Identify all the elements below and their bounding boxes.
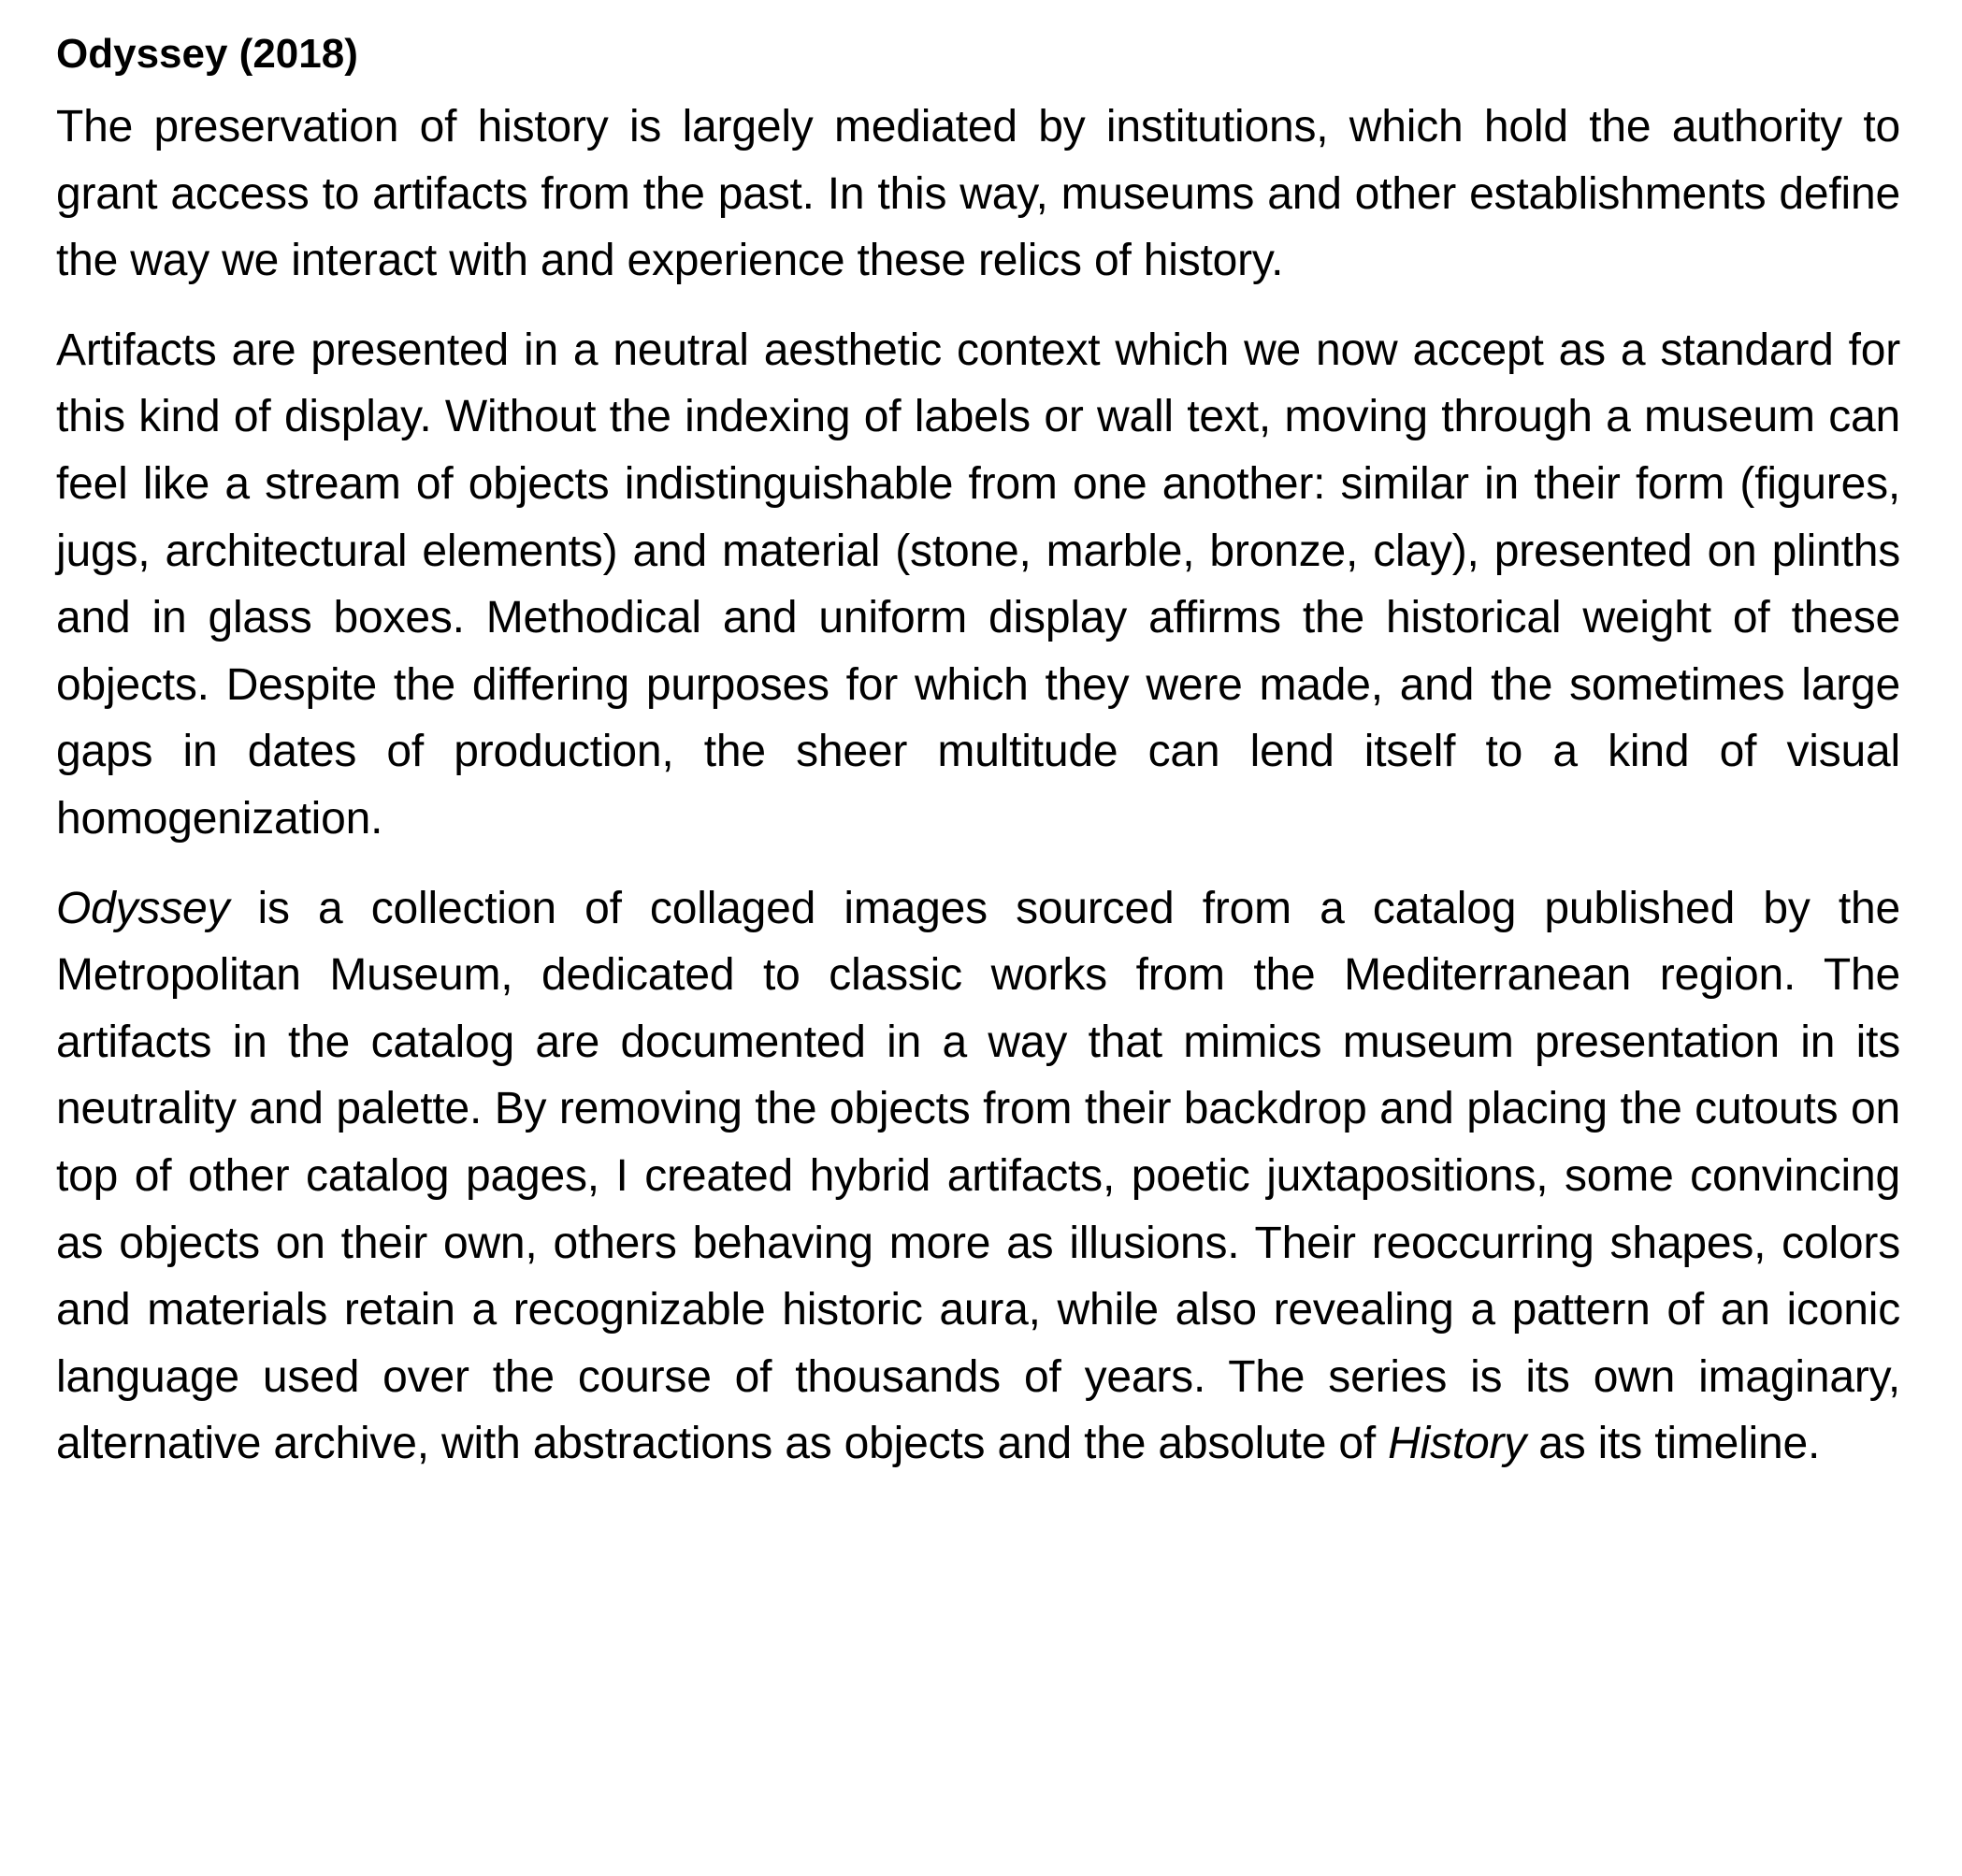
paragraph-text: is a collection of collaged images sourced from a catalog published by the Metropolitan Museum, dedicated to classic works from the Mediterranean region. The artifacts in the catalog are documented in a way that mimics museum presentation in its neutrality and palette. By removing the objects from their backdrop and placing the cutouts on top of other catalog pages, I created hybrid artifacts, poetic juxtapositions, some convincing as objects on their own, others behaving more as illusions. Their reoccurring shapes, colors and materials retain a recognizable historic aura, while also revealing a pattern of an iconic language used over the course of thousands of years. The series is its own imaginary, alternative archive, with abstractions as objects and the absolute of [56,883,1900,1469]
italic-history: History [1388,1419,1527,1469]
italic-work-title: Odyssey [56,883,230,933]
document-page [56,21,1900,1500]
paragraph-text: The preservation of history is largely mediated by institutions, which hold the authority to grant access to artifacts from the past. In this way, museums and other establishments define the way we interact with and experience these relics of history. [56,102,1900,286]
paragraph-3 [56,875,1900,1478]
paragraph-2 [56,317,1900,853]
paragraph-1 [56,94,1900,295]
document-title: Odyssey (2018) [56,31,358,77]
paragraph-text-end: as its timeline. [1526,1419,1821,1469]
paragraph-text: Artifacts are presented in a neutral aesthetic context which we now accept as a standard for this kind of display. Without the indexing of labels or wall text, moving through a museum can feel like a stream of objects indistinguishable from one another: similar in their form (figures, jugs, architectural elements) and material (stone, marble, bronze, clay), presented on plinths and in glass boxes. Methodical and uniform display affirms the historical weight of these objects. Despite the differing purposes for which they were made, and the sometimes large gaps in dates of production, the sheer multitude can lend itself to a kind of visual homogenization. [56,325,1900,844]
